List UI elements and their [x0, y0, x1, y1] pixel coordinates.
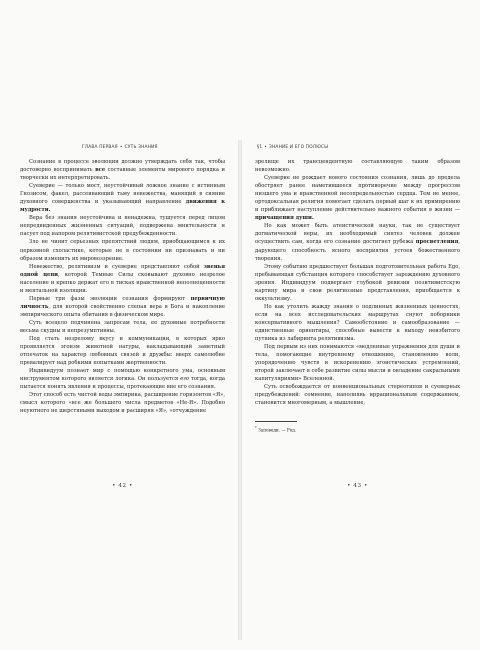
emphasis-text: звенья одной цепи — [20, 263, 225, 278]
paragraph — [255, 343, 460, 383]
paragraph-text: , дарующего способность ясного восприятия устоев божественного творения. — [255, 239, 460, 262]
paragraph-text: Этот способ есть чистой воды эмпирика, расширение горизонтов «Я», смысл которого «все же большего числа предметов «Не-Я». Подобно неуютного не шерстяными выходом и расширяя «Я», «отчуждение — [20, 392, 225, 415]
paragraph-text: Суть освобождается от конвенциональных стереотипов и суеверных предубеждений: сомнение, наполнявь иррациональным содержанием, становится многомерным, а мышление, — [255, 384, 460, 407]
paragraph — [20, 263, 225, 295]
header-separator: • — [119, 145, 123, 150]
left-page-number: • 42 • — [112, 483, 133, 489]
paragraph-text: Под стать незрелому вкусу и коммуникации, в которых ярко проявляется эгоизм животной натуры, накладывающий заметный отпечаток на характер любовных связей и дружбы: вверх самолюбие превалирует над робкими попытками жертвенности. — [20, 336, 225, 367]
right-body-text — [255, 158, 460, 407]
emphasis-text: первичную личность — [20, 295, 225, 310]
right-page-number: • 43 • — [347, 483, 368, 489]
paragraph-text: Под первым из них понимаются «медленные упражнения для души и тела, помогающие внутреннему отношению, становлению воли, упорядочению чувств и искоренению эгоистических устремлений, второй заключает в себе развитие силы мысли и овладение сакральными капитуляриями» Вселенной. — [255, 344, 460, 383]
emphasis-text: причащения души. — [255, 215, 314, 222]
emphasis-text: просветления — [415, 239, 459, 246]
footnote-rule — [255, 421, 297, 422]
paragraph-text: Но как утолить жажду знания о подлинных жизненных ценностях, если на всех исследовательских маршрутах снуют поборники консервативного мышления? Самообстояние и самообразование — единственные ориентиры, способные вывести к выходу неизбитого путника из лабиринта релятивизма. — [255, 303, 460, 343]
paragraph — [20, 335, 225, 367]
paragraph-text: составные элементы мирового порядка и творчески их интерпретировать. — [20, 167, 226, 182]
paragraph-text: , которой Темные Силы сковывают духовно незрелое население и крепко держат его в тисках нравственной неполноценности и ментальной изоляции. — [20, 271, 225, 294]
paragraph — [255, 174, 460, 222]
paragraph — [20, 319, 225, 335]
paragraph — [20, 391, 225, 415]
paragraph-text: Суеверие — только мост, неустойчивый ложное знание с истинным Гнозисом, факел, рассеивающий тьму невежества, манящий в сияние духовного совершенства и указывающий направление — [20, 183, 225, 206]
paragraph-text: Вера без знания неустойчива и ненадежна, тушуется перед лицом непредвиденных жизненных ситуаций, подвержена мнительности и пасует под напором релятивистской предубежденности. — [20, 215, 225, 238]
paragraph — [255, 263, 460, 303]
left-body-text — [20, 158, 225, 416]
paragraph-text: Этому событию предшествует большая подготовительная работа Ego, пребывающая субстанция которого способствует зарождению духовного зрения. Индивидуум подвергает глубокой ревизии позитивистскую картину мира и свои религиозные представления, приобщается к оккультизму. — [255, 263, 460, 302]
paragraph — [20, 214, 225, 238]
paragraph-text: зрелище их трансцендентную составляющую таким образом невозможно. — [255, 159, 460, 174]
header-separator: • — [264, 145, 268, 150]
paragraph — [20, 182, 225, 214]
book-gutter — [238, 140, 242, 640]
paragraph-text: Индивидуум познает мир с помощью конкретного ума, основным инструментом которого является логика. Он пользуется — [20, 368, 225, 383]
paragraph-text: Но как может быть атеистической науки, так не существует догматической веры, их необходимый синтез человек должен осуществить сам, когда его сознание достигнет рубежа — [255, 223, 460, 246]
paragraph-text: тогда, когда пытается понять явления и процессы, протекающие вне его сознания. — [20, 376, 225, 391]
paragraph-text: Суеверие не рождает нового состояния сознания, лишь до предела обостряет ранее наметившееся противоречие между прогрессом низшего ума и нравственной несопредельностью сердца. Тем не менее, ортодоксальная религия помогает сделать первый шаг к их примирению и приближает наступление действительно важного события в жизни — — [255, 175, 460, 214]
emphasis-text: все — [95, 167, 106, 174]
paragraph — [255, 222, 460, 262]
footnote-text: Заповеди. — Ред. — [258, 427, 297, 433]
footnote: * Заповеди. — Ред. — [255, 426, 297, 433]
paragraph-text: Суть всецело подчинена запросам тела, ее духовные потребности весьма скудны и непрезумптивны. — [20, 319, 225, 334]
paragraph-text: Невежество, релятивизм и суеверие представляют собой — [29, 263, 204, 270]
chapter-title: СУТЬ ЗНАНИЯ — [124, 145, 158, 150]
paragraph-text: Зло не чинит серьезных препятствий людям, приобщающимся к их церковной схоластике, которые не в состоянии ни признавать и ни образом изменить их мировоззрение. — [20, 239, 225, 262]
emphasis-text: движения к мудрости. — [20, 199, 225, 214]
paragraph-text: Первые три фазы эволюции сознания формируют — [29, 295, 191, 302]
paragraph — [20, 158, 225, 182]
paragraph — [255, 158, 460, 174]
paragraph-text: Сознание в процессе эволюции должно утверждать себя так, чтобы достоверно воспринимать — [20, 159, 225, 174]
right-running-head — [255, 143, 460, 152]
paragraph-text: , для которой свойственно слепая вера в Бога и накопление эмпирического опыта обитания в физическом мире. — [20, 303, 225, 318]
paragraph — [20, 238, 225, 262]
paragraph — [20, 367, 225, 391]
paragraph — [255, 303, 460, 343]
left-page — [20, 143, 225, 416]
paragraph — [20, 295, 225, 319]
section-number: §1 — [257, 145, 263, 150]
section-title: ЗНАНИЕ И ЕГО ПОЛЮСЫ — [269, 145, 329, 150]
right-page — [255, 143, 460, 434]
chapter-label: ГЛАВА ПЕРВАЯ — [82, 145, 118, 150]
paragraph — [255, 383, 460, 407]
paragraph-text: его — [180, 376, 189, 383]
left-running-head — [20, 143, 225, 152]
